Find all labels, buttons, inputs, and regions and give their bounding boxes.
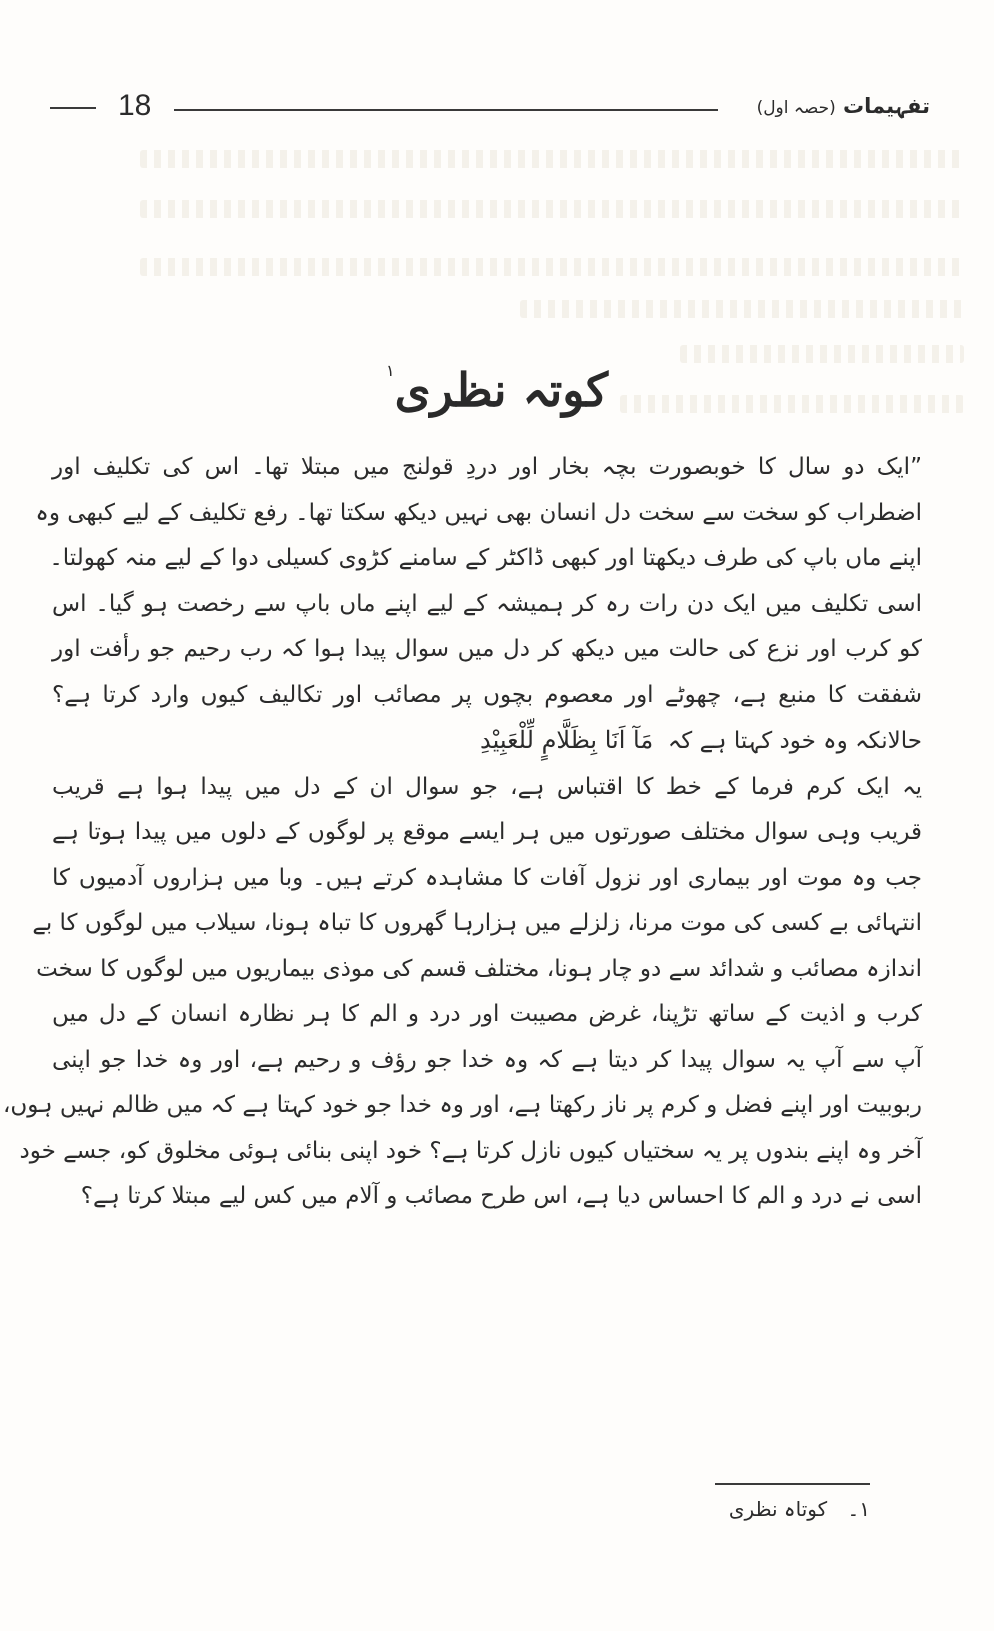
footnote-marker: ۱۔ xyxy=(847,1497,870,1521)
header-rule xyxy=(174,109,718,111)
footnote-text: کوتاہ نظری xyxy=(728,1497,828,1521)
running-title xyxy=(757,88,930,126)
bleed-through-line xyxy=(140,150,964,168)
text-line: اسی نے درد و الم کا احساس دیا ہے، اس طرح مصائب و آلام میں کس لیے مبتلا کرتا ہے؟ xyxy=(80,1183,922,1209)
bleed-through-line xyxy=(140,200,964,218)
page-header xyxy=(50,88,930,124)
footnote xyxy=(729,1494,870,1524)
quoted-letter-paragraph xyxy=(35,445,922,765)
text-line: قریب وہی سوال مختلف صورتوں میں ہر ایسے موقع پر لوگوں کے دلوں میں پیدا ہوتا ہے xyxy=(52,819,922,845)
footnote-reference: ۱ xyxy=(386,361,395,380)
quran-phrase: مَآ اَنَا بِظَلَّامٍ لِّلْعَبِيْدِ xyxy=(480,726,654,754)
text-line: اسی تکلیف میں ایک دن رات رہ کر ہمیشہ کے لیے اپنے ماں باپ سے رخصت ہو گیا۔ اس xyxy=(52,590,922,617)
text-line: یہ ایک کرم فرما کے خط کا اقتباس ہے، جو سوال ان کے دل میں پیدا ہوا ہے قریب xyxy=(52,773,922,800)
text-line: اضطراب کو سخت سے سخت دل انسان بھی نہیں دیکھ سکتا تھا۔ رفع تکلیف کے لیے کبھی وہ xyxy=(35,499,922,526)
footnote-rule xyxy=(715,1483,870,1485)
bleed-through-line xyxy=(140,258,964,276)
text-line: ربوبیت اور اپنے فضل و کرم پر ناز رکھتا ہے، اور وہ خدا جو خود کہتا ہے کہ میں ظالم نہیں ہوں، xyxy=(2,1092,922,1118)
page-number: 18 xyxy=(118,89,152,122)
commentary-paragraph xyxy=(2,765,922,1220)
text-line: کو کرب اور نزع کی حالت میں دیکھ کر دل میں سوال پیدا ہوا کہ رب رحیم جو رأفت اور xyxy=(52,636,922,662)
book-title: تفہیمات xyxy=(843,94,930,118)
text-line-lead: حالانکہ وہ خود کہتا ہے کہ xyxy=(667,728,922,754)
header-dash xyxy=(50,107,96,109)
text-line: جب وہ موت اور بیماری اور نزول آفات کا مشاہدہ کرتے ہیں۔ وبا میں ہزاروں آدمیوں کا xyxy=(52,864,922,891)
text-line: اپنے ماں باپ کی طرف دیکھتا اور کبھی ڈاکٹر کے سامنے کڑوی کسیلی دوا کے لیے منہ کھولتا۔ xyxy=(49,545,922,571)
chapter-title-text: کوتہ نظری xyxy=(394,363,608,417)
text-line: آخر وہ اپنے بندوں پر یہ سختیاں کیوں نازل کرتا ہے؟ خود اپنی بنائی ہوئی مخلوق کو، جسے خود xyxy=(19,1137,922,1164)
book-volume: (حصہ اول) xyxy=(756,98,836,118)
text-line: کرب و اذیت کے ساتھ تڑپنا، غرض مصیبت اور درد و الم کا ہر نظارہ انسان کے دل میں xyxy=(52,1001,922,1027)
body-text xyxy=(2,445,922,1220)
bleed-through-line xyxy=(520,300,964,318)
text-line: ”ایک دو سال کا خوبصورت بچہ بخار اور دردِ قولنج میں مبتلا تھا۔ اس کی تکلیف اور xyxy=(52,454,922,480)
text-line xyxy=(52,718,922,765)
text-line: شفقت کا منبع ہے، چھوٹے اور معصوم بچوں پر مصائب اور تکالیف کیوں وارد کرتا ہے؟ xyxy=(52,681,922,708)
chapter-title xyxy=(0,336,994,425)
text-line: آپ سے آپ یہ سوال پیدا کر دیتا ہے کہ وہ خدا جو رؤف و رحیم ہے، اور وہ خدا جو اپنی xyxy=(52,1046,922,1073)
text-line: اندازہ مصائب و شدائد سے دو چار ہونا، مختلف قسم کی موذی بیماریوں میں لوگوں کا سخت xyxy=(36,955,922,982)
text-line: انتہائی بے کسی کی موت مرنا، زلزلے میں ہزارہا گھروں کا تباہ ہونا، سیلاب میں لوگوں کا بے xyxy=(32,910,922,936)
